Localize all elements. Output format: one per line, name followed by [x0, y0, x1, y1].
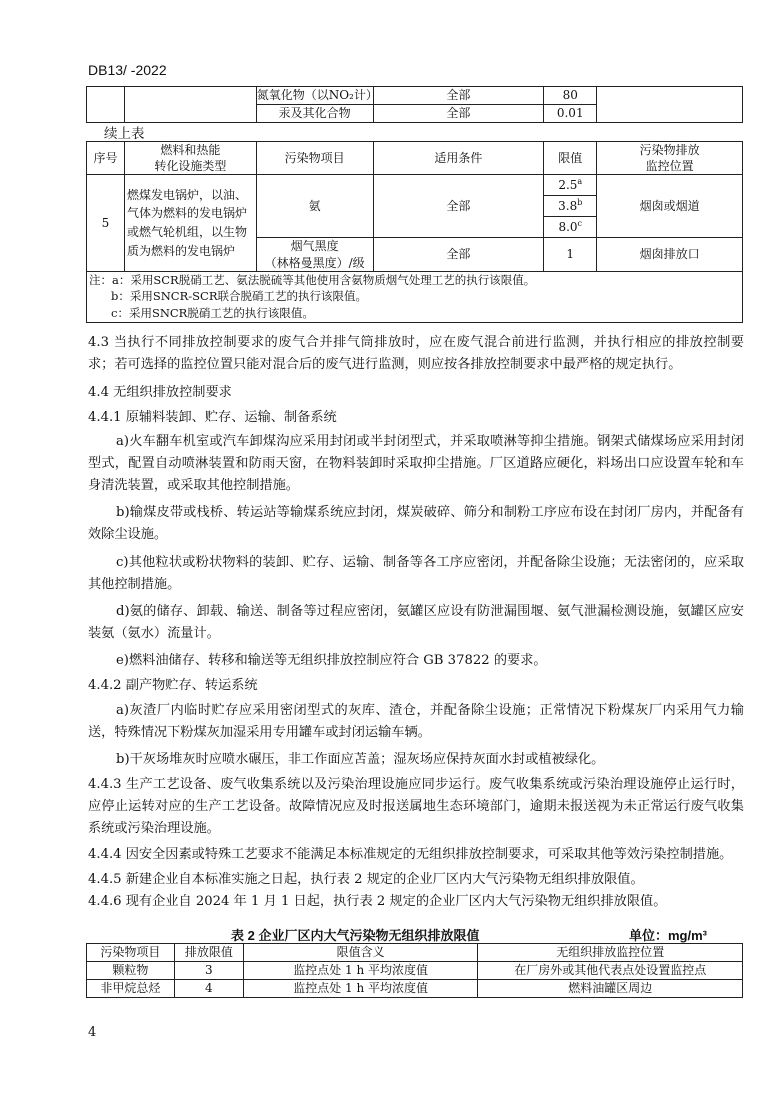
table2 — [86, 943, 743, 998]
para-4-4-1-d: d)氨的储存、卸载、输送、制备等过程应密闭，氨罐区应设有防泄漏围堰、氨气泄漏检测设施，氨罐区应安装氨（氨水）流量计。 — [88, 603, 744, 642]
table-row — [87, 87, 743, 105]
para-4-4-1-c: c)其他粒状或粉状物料的装卸、贮存、运输、制备等各工序应密闭，并配备除尘设施；无法密闭的，应采取其他控制措施。 — [88, 554, 744, 592]
ammonia-limit-a: 2.5$^a$ — [544, 175, 597, 196]
smoke-condition: 全部 — [373, 238, 544, 271]
para-4-4-2-b: b)干灰场堆灰时应喷水碾压，非工作面应苫盖；湿灰场应保持灰面水封或植被绿化。 — [116, 751, 605, 767]
header-condition: 适用条件 — [373, 142, 544, 175]
table2-header-row — [87, 944, 743, 962]
header-item: 污染物项目 — [256, 142, 373, 175]
condition-cell: 全部 — [373, 87, 544, 105]
heading-4-4: 4.4 无组织排放控制要求 — [88, 385, 232, 401]
table2-title: 表 2 企业厂区内大气污染物无组织排放限值 — [231, 928, 480, 943]
table-row — [87, 980, 743, 998]
document-code: DB13/ -2022 — [88, 62, 167, 78]
table2-unit: 单位：mg/m³ — [629, 928, 708, 943]
table2-header: 限值含义 — [243, 944, 478, 962]
ammonia-position: 烟囱或烟道 — [597, 175, 743, 238]
limit-cell: 80 — [544, 87, 597, 105]
table2-cell: 燃料油罐区周边 — [478, 980, 743, 998]
table-row — [87, 962, 743, 980]
pollutant-ammonia: 氨 — [256, 175, 373, 238]
header-type: 燃料和热能 转化设施类型 — [124, 142, 256, 175]
notes-row — [87, 271, 743, 322]
heading-4-4-2: 4.4.2 副产物贮存、转运系统 — [88, 678, 258, 694]
table2-cell: 非甲烷总烃 — [87, 980, 175, 998]
row-number: 5 — [87, 175, 125, 271]
main-table — [86, 141, 743, 323]
header-position: 污染物排放 监控位置 — [597, 142, 743, 175]
para-4-4-1-e: e)燃料油储存、转移和输送等无组织排放控制应符合 GB 37822 的要求。 — [116, 653, 547, 669]
table2-cell: 监控点处 1 h 平均浓度值 — [243, 962, 478, 980]
table2-header: 排放限值 — [174, 944, 243, 962]
note-a: 注：a：采用SCR脱硝工艺、氨法脱硫等其他使用含氨物质烟气处理工艺的执行该限值。 — [89, 272, 536, 287]
para-4-4-5: 4.4.5 新建企业自本标准实施之日起，执行表 2 规定的企业厂区内大气污染物无组织排放限值。 — [88, 871, 644, 887]
para-4-3: 4.3 当执行不同排放控制要求的废气合并排气筒排放时，应在废气混合前进行监测，并执行相应的排放控制要求；若可选择的监控位置只能对混合后的废气进行监测，则应按各排放控制要求中最严格的规定执行。 — [88, 335, 744, 373]
smoke-limit: 1 — [544, 238, 597, 271]
table2-header: 无组织排放监控位置 — [478, 944, 743, 962]
table2-cell: 在厂房外或其他代表点处设置监控点 — [478, 962, 743, 980]
table-notes — [87, 271, 743, 322]
para-4-4-2-a: a)灰渣厂内临时贮存应采用密闭型式的灰库、渣仓，并配备除尘设施；正常情况下粉煤灰厂内采用气力输送，特殊情况下粉煤灰加湿采用专用罐车或封闭运输车辆。 — [88, 702, 744, 740]
facility-type: 燃煤发电锅炉，以油、气体为燃料的发电锅炉或燃气轮机组，以生物质为燃料的发电锅炉 — [124, 175, 256, 271]
para-4-4-3: 4.4.3 生产工艺设备、废气收集系统以及污染治理设施应同步运行。废气收集系统或污染治理设施停止运行时，应停止运转对应的生产工艺设备。故障情况应及时报送属地生态环境部门，逾期未报送视为未正常运行废气收集系统或污染治理设施。 — [88, 777, 744, 837]
ammonia-condition: 全部 — [373, 175, 544, 238]
table2-cell: 4 — [174, 980, 243, 998]
pollutant-smoke: 烟气黑度 （林格曼黑度）/级 — [256, 238, 373, 271]
table-header-row — [87, 142, 743, 175]
header-no: 序号 — [87, 142, 125, 175]
para-4-4-1-a: a)火车翻车机室或汽车卸煤沟应采用封闭或半封闭型式，并采取喷淋等抑尘措施。钢架式储煤场应采用封闭型式，配置自动喷淋装置和防雨天窗，在物料装卸时采取抑尘措施。厂区道路应硬化，料场出口应设置车轮和车身清洗装置，或采取其他控制措施。 — [88, 433, 744, 494]
header-limit: 限值 — [544, 142, 597, 175]
table2-cell: 监控点处 1 h 平均浓度值 — [243, 980, 478, 998]
smoke-position: 烟囱排放口 — [597, 238, 743, 271]
body-text — [88, 332, 744, 913]
heading-4-4-1: 4.4.1 原辅料装卸、贮存、运输、制备系统 — [88, 409, 337, 425]
para-4-4-6: 4.4.6 现有企业自 2024 年 1 月 1 日起，执行表 2 规定的企业厂区内大气污染物无组织排放限值。 — [88, 893, 667, 909]
condition-cell: 全部 — [373, 105, 544, 123]
table2-header: 污染物项目 — [87, 944, 175, 962]
continued-table-top — [86, 86, 743, 123]
para-4-4-1-b: b)输煤皮带或栈桥、转运站等输煤系统应封闭，煤炭破碎、筛分和制粉工序应布设在封闭厂房内，并配备有效除尘设施。 — [88, 505, 744, 543]
continued-label: 续上表 — [104, 126, 145, 142]
pollutant-hg: 汞及其化合物 — [256, 105, 373, 123]
note-c: c：采用SNCR脱硝工艺的执行该限值。 — [111, 306, 314, 321]
table2-cell: 3 — [174, 962, 243, 980]
table2-cell: 颗粒物 — [87, 962, 175, 980]
limit-cell: 0.01 — [544, 105, 597, 123]
table-row — [87, 175, 743, 196]
note-b: b：采用SNCR-SCR联合脱硝工艺的执行该限值。 — [111, 289, 367, 304]
ammonia-limit-c: 8.0$^c$ — [544, 217, 597, 238]
para-4-4-4: 4.4.4 因安全因素或特殊工艺要求不能满足本标准规定的无组织排放控制要求，可采取其他等效污染控制措施。 — [88, 846, 733, 862]
ammonia-limit-b: 3.8$^b$ — [544, 196, 597, 217]
page-number: 4 — [88, 1025, 97, 1040]
pollutant-nox: 氮氧化物（以NO₂计） — [256, 87, 373, 105]
